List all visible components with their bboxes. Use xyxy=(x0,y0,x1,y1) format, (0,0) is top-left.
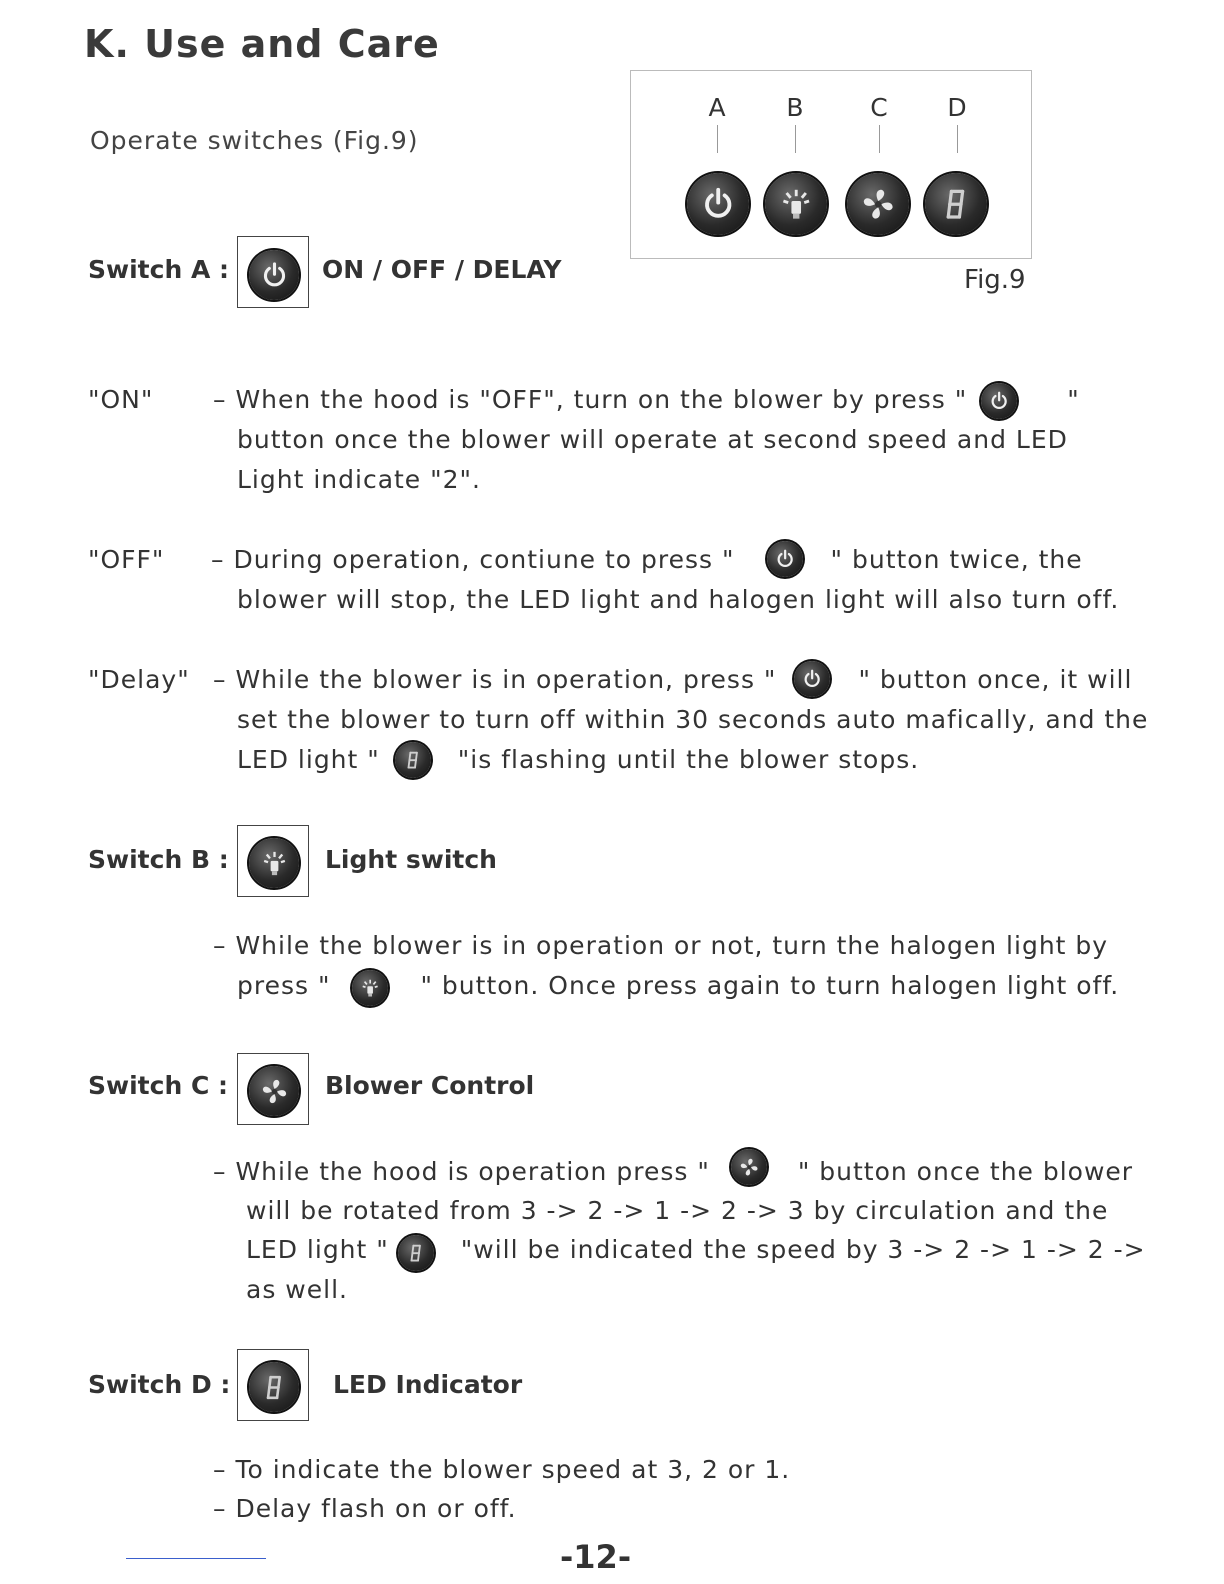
switch-d-label: Switch D : xyxy=(88,1370,231,1399)
inline-led-icon xyxy=(395,742,431,778)
switch-a-box xyxy=(237,236,309,308)
figure-caption: Fig.9 xyxy=(964,265,1026,295)
delay-term: "Delay" xyxy=(88,665,190,694)
power-icon xyxy=(801,668,823,690)
power-icon xyxy=(259,260,290,291)
figure-leader-a xyxy=(717,125,718,153)
off-term: "OFF" xyxy=(88,545,165,574)
inline-power-icon xyxy=(767,541,803,577)
switch-b-button xyxy=(249,838,299,888)
switch-a-label: Switch A : xyxy=(88,255,229,284)
switch-d-title: LED Indicator xyxy=(333,1370,523,1399)
lamp-icon xyxy=(777,185,815,223)
figure-9 xyxy=(630,70,1032,259)
off-line-1-b: " button twice, the xyxy=(830,545,1083,574)
on-line-3: Light indicate "2". xyxy=(237,465,481,494)
switch-c-line-4: as well. xyxy=(246,1275,348,1304)
figure-leader-d xyxy=(957,125,958,153)
fan-icon xyxy=(859,185,897,223)
delay-line-1-a: – While the blower is in operation, press " xyxy=(213,665,777,694)
switch-c-line-1 xyxy=(213,1152,1133,1192)
switch-c-line-3 xyxy=(246,1230,1146,1270)
footer-rule xyxy=(126,1558,266,1559)
fan-icon xyxy=(738,1156,760,1178)
switch-b-title: Light switch xyxy=(325,845,497,874)
page-number: -12- xyxy=(560,1538,632,1576)
switch-b-box xyxy=(237,825,309,897)
power-icon xyxy=(988,390,1010,412)
switch-c-button xyxy=(249,1066,299,1116)
switch-c-line-1-a: – While the hood is operation press " xyxy=(213,1157,710,1186)
switch-d-line-1: – To indicate the blower speed at 3, 2 or 1. xyxy=(213,1455,791,1484)
inline-power-icon xyxy=(794,661,830,697)
on-line-1-a: – When the hood is "OFF", turn on the blower by press " xyxy=(213,385,968,414)
on-line-1-b: " xyxy=(1067,385,1080,414)
delay-line-1-b: " button once, it will xyxy=(858,665,1133,694)
figure-label-c: C xyxy=(870,93,888,122)
switch-c-line-2: will be rotated from 3 -> 2 -> 1 -> 2 -> 3 by circulation and the xyxy=(246,1196,1109,1225)
switch-c-title: Blower Control xyxy=(325,1071,535,1100)
figure-label-b: B xyxy=(786,93,804,122)
inline-lamp-icon xyxy=(352,970,388,1006)
inline-fan-icon xyxy=(731,1149,767,1185)
blower-button[interactable] xyxy=(847,173,909,235)
switch-b-line-2-b: " button. Once press again to turn halogen light off. xyxy=(420,971,1120,1000)
on-line-2: button once the blower will operate at second speed and LED xyxy=(237,425,1068,454)
power-icon xyxy=(699,185,737,223)
digit-display-icon xyxy=(405,1242,427,1264)
led-indicator xyxy=(925,173,987,235)
switch-c-label: Switch C : xyxy=(88,1071,228,1100)
figure-label-a: A xyxy=(708,93,726,122)
intro-text: Operate switches (Fig.9) xyxy=(90,126,419,155)
switch-c-line-3-a: LED light " xyxy=(246,1235,389,1264)
on-term: "ON" xyxy=(88,385,154,414)
digit-display-icon xyxy=(402,749,424,771)
light-button[interactable] xyxy=(765,173,827,235)
inline-power-icon xyxy=(981,383,1017,419)
figure-leader-b xyxy=(795,125,796,153)
figure-leader-c xyxy=(879,125,880,153)
switch-a-title: ON / OFF / DELAY xyxy=(322,255,562,284)
on-line-1 xyxy=(213,380,1080,420)
delay-line-1 xyxy=(213,660,1132,700)
power-icon xyxy=(774,548,796,570)
figure-label-d: D xyxy=(947,93,967,122)
switch-d-button xyxy=(249,1362,299,1412)
lamp-icon xyxy=(359,977,381,999)
switch-b-line-2-a: press " xyxy=(237,971,331,1000)
switch-d-box xyxy=(237,1349,309,1421)
delay-line-2: set the blower to turn off within 30 seconds auto mafically, and the xyxy=(237,705,1149,734)
page-title: K. Use and Care xyxy=(84,22,440,66)
off-line-2: blower will stop, the LED light and halogen light will also turn off. xyxy=(237,585,1120,614)
delay-line-3-a: LED light " xyxy=(237,745,380,774)
digit-display-icon xyxy=(259,1372,290,1403)
switch-b-label: Switch B : xyxy=(88,845,229,874)
off-line-1-a: – During operation, contiune to press " xyxy=(211,545,735,574)
delay-line-3-b: "is flashing until the blower stops. xyxy=(457,745,920,774)
switch-d-line-2: – Delay flash on or off. xyxy=(213,1494,517,1523)
off-line-1 xyxy=(211,540,1083,580)
lamp-icon xyxy=(259,848,290,879)
switch-c-line-3-b: "will be indicated the speed by 3 -> 2 -> 1 -> 2 -> xyxy=(460,1235,1146,1264)
power-button[interactable] xyxy=(687,173,749,235)
switch-c-line-1-b: " button once the blower xyxy=(797,1157,1134,1186)
delay-line-3 xyxy=(237,740,919,780)
inline-led-icon xyxy=(398,1235,434,1271)
fan-icon xyxy=(259,1076,290,1107)
switch-a-button xyxy=(249,250,299,300)
switch-b-line-1: – While the blower is in operation or not, turn the halogen light by xyxy=(213,931,1109,960)
switch-c-box xyxy=(237,1053,309,1125)
digit-display-icon xyxy=(937,185,975,223)
